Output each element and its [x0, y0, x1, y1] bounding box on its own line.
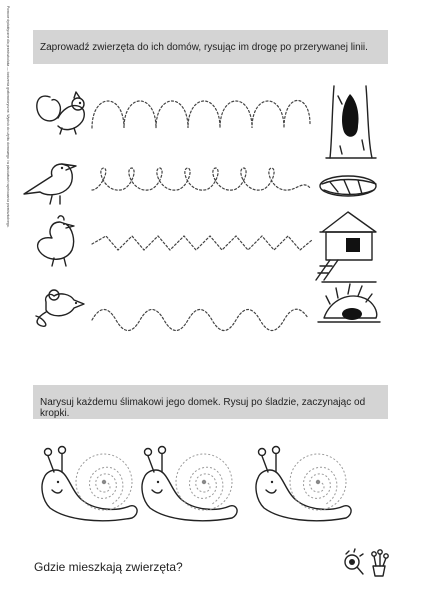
- side-note-text: Pomoce dydaktyczne dla przedszkolaka — ćwiczenia grafomotoryczne. Wydruk do użytku domowego i w placówkach wychowania przedszkolnego.: [6, 6, 10, 228]
- magnifier-icon: [345, 549, 363, 574]
- snail-3: [256, 447, 351, 521]
- worksheet-title: Gdzie mieszkają zwierzęta?: [34, 560, 183, 574]
- task1-instruction: Zaprowadź zwierzęta do ich domów, rysując im drogę po przerywanej linii.: [40, 42, 368, 53]
- snail-2: [142, 447, 237, 521]
- snail-1: [42, 447, 137, 521]
- footer-icons: [340, 548, 390, 578]
- flower-pot-icon: [372, 550, 388, 576]
- task2-instruction: Narysuj każdemu ślimakowi jego domek. Rysuj po śladzie, zaczynając od kropki.: [40, 397, 366, 419]
